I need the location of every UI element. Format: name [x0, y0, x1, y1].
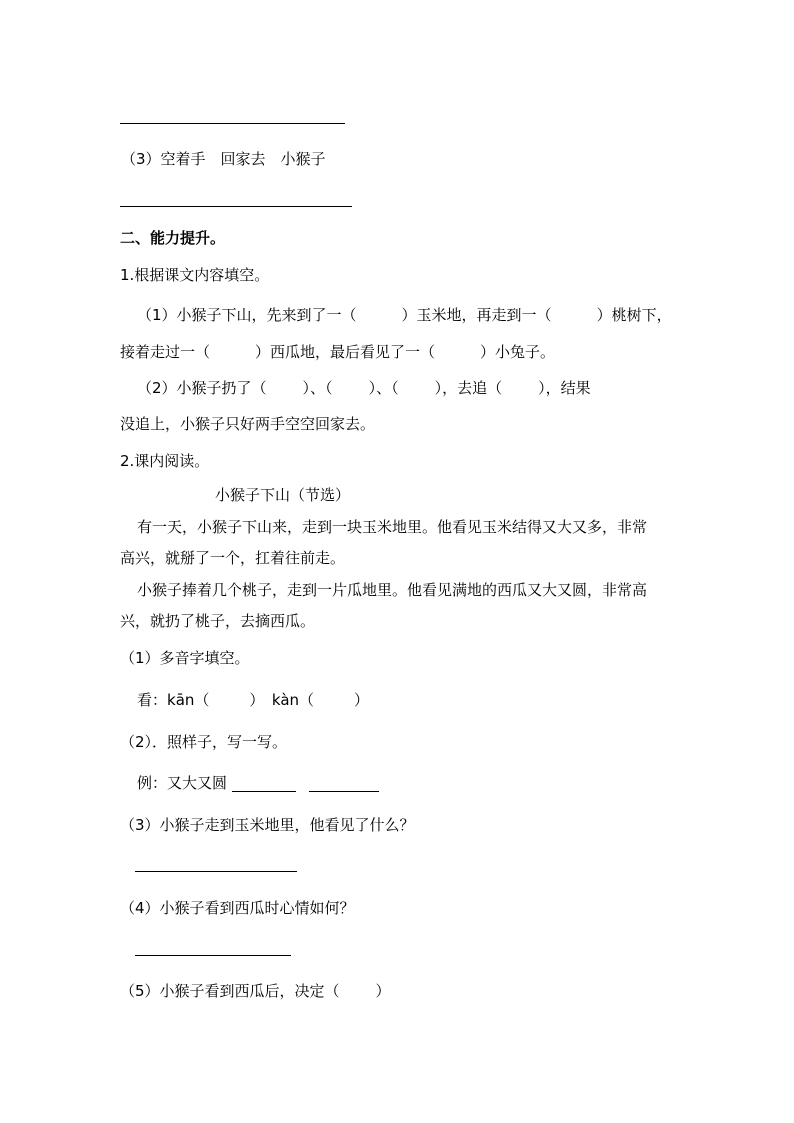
section-heading: 二、能力提升。: [120, 229, 226, 247]
text-part: ）、（: [302, 379, 333, 397]
answer-line[interactable]: [135, 955, 291, 956]
text-part: （1）小猴子下山，先来到了一（: [137, 306, 357, 324]
text-part: ）西瓜地，最后看见了一（: [255, 343, 436, 361]
pinyin-line: [137, 690, 369, 710]
text-part: ）玉米地，再走到一（: [401, 306, 552, 324]
answer-line[interactable]: [120, 123, 345, 124]
sub-question: （1）多音字填空。: [120, 649, 250, 667]
pinyin-1: kān（: [167, 691, 210, 709]
question-title: 2.课内阅读。: [120, 452, 210, 470]
text-part: 接着走过一（: [120, 343, 211, 361]
passage-title: 小猴子下山（节选）: [215, 486, 351, 504]
text-part: ）桃树下，: [596, 306, 672, 324]
pinyin-2: ） kàn（: [249, 691, 315, 709]
char-label: 看：: [137, 691, 168, 709]
answer-line[interactable]: [309, 791, 379, 792]
question-title: 1.根据课文内容填空。: [120, 266, 270, 284]
passage-line: 小猴子捧着几个桃子，走到一片瓜地里。他看见满地的西瓜又大又圆，非常高: [137, 581, 648, 599]
passage-line: 高兴，就掰了一个，扛着往前走。: [120, 549, 346, 567]
text-part: ）: [375, 982, 391, 1000]
sub-question: （4）小猴子看到西瓜时心情如何？: [120, 899, 355, 917]
fill-line: [120, 342, 555, 362]
answer-line[interactable]: [120, 206, 352, 207]
item3-words: （3）空着手 回家去 小猴子: [121, 150, 326, 168]
answer-line[interactable]: [232, 791, 296, 792]
text-line: 没追上，小猴子只好两手空空回家去。: [120, 415, 376, 433]
example-text: 例：又大又圆: [137, 774, 228, 792]
text-part: （2）小猴子扔了（: [137, 379, 267, 397]
close-paren: ）: [354, 691, 370, 709]
sub-question: （3）小猴子走到玉米地里，他看见了什么？: [120, 816, 415, 834]
fill-line: [137, 305, 672, 325]
text-part: ），结果: [538, 379, 591, 397]
sub-question: （2）．照样子，写一写。: [120, 733, 288, 751]
sub-question: [120, 981, 391, 1001]
text-part: ），去追（: [434, 379, 503, 397]
text-part: ）小兔子。: [480, 343, 556, 361]
text-part: ）、（: [368, 379, 399, 397]
passage-line: 有一天，小猴子下山来，走到一块玉米地里。他看见玉米结得又大又多，非常: [137, 518, 648, 536]
passage-line: 兴，就扔了桃子，去摘西瓜。: [120, 612, 316, 630]
fill-line: [137, 378, 591, 398]
answer-line[interactable]: [135, 871, 297, 872]
text-part: （5）小猴子看到西瓜后，决定（: [120, 982, 340, 1000]
